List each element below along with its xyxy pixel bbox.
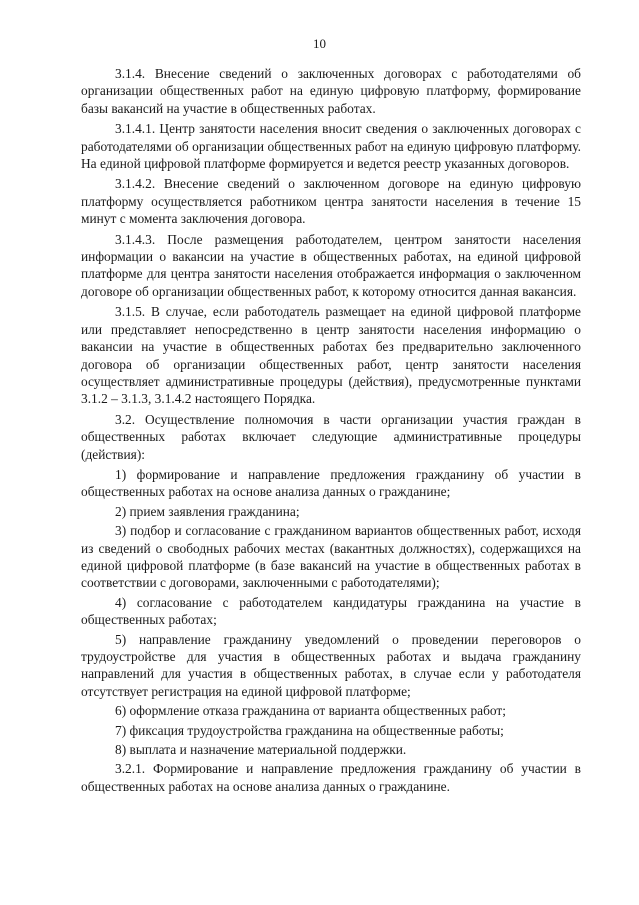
procedure-item-2: 2) прием заявления гражданина; (115, 503, 300, 519)
procedure-item-4: 4) согласование с работодателем кандидатуры гражданина на участие в общественных работах; (81, 594, 581, 628)
page-number: 10 (313, 36, 326, 51)
procedure-item-8: 8) выплата и назначение материальной поддержки. (115, 742, 407, 758)
paragraph-3-1-5: 3.1.5. В случае, если работодатель размещает на единой цифровой платформе или представляет непосредственно в центр занятости населения информацию о вакансии на участие в общественных работах без предварительно заключенного договора об организации общественных работ, центр занятости населения осуществляет административные процедуры (действия), предусмотренные пунктами 3.1.2 – 3.1.3, 3.1.4.2 настоящего Порядка. (81, 304, 581, 407)
paragraph-3-2-1: 3.2.1. Формирование и направление предложения гражданину об участии в общественных работах на основе анализа данных о гражданине. (81, 761, 581, 794)
paragraph-3-2: 3.2. Осуществление полномочия в части организации участия граждан в общественных работах включает следующие административные процедуры (действия): (81, 411, 581, 462)
paragraph-3-1-4-3: 3.1.4.3. После размещения работодателем, центром занятости населения информации о вакансии на участие в общественных работах, на единой цифровой платформе для центра занятости населения отображается информация о заключенном договоре об организации общественных работ, к которому относится данная вакансия. (81, 231, 581, 299)
page-body (81, 65, 581, 798)
procedure-item-6: 6) оформление отказа гражданина от варианта общественных работ; (115, 703, 506, 719)
paragraph-3-1-4-2: 3.1.4.2. Внесение сведений о заключенном договоре на единую цифровую платформу осуществляется работником центра занятости населения в течение 15 минут с момента заключения договора. (81, 176, 581, 227)
procedure-item-1: 1) формирование и направление предложения гражданину об участии в общественных работах на основе анализа данных о гражданине; (81, 466, 581, 500)
paragraph-3-1-4: 3.1.4. Внесение сведений о заключенных договорах с работодателями об организации общественных работ на единую цифровую платформу, формирование базы вакансий на участие в общественных работах. (81, 66, 581, 116)
procedure-item-7: 7) фиксация трудоустройства гражданина на общественные работы; (115, 722, 504, 738)
paragraph-3-1-4-1: 3.1.4.1. Центр занятости населения вносит сведения о заключенных договорах с работодателями об организации общественных работ на единую цифровую платформу. На единой цифровой платформе формируется и ведется реестр указанных договоров. (81, 121, 581, 172)
procedure-item-5: 5) направление гражданину уведомлений о проведении переговоров о трудоустройстве для участия в общественных работах и выдача гражданину направлений для участия в общественных работах, в случае если у работодателя отсутствует регистрация на единой цифровой платформе; (81, 631, 581, 699)
procedure-item-3: 3) подбор и согласование с гражданином вариантов общественных работ, исходя из сведений о свободных рабочих местах (вакантных должностях), содержащихся на единой цифровой платформе (в базе вакансий на участие в общественных работах в соответствии с договорами, заключенными с работодателями); (81, 523, 581, 591)
